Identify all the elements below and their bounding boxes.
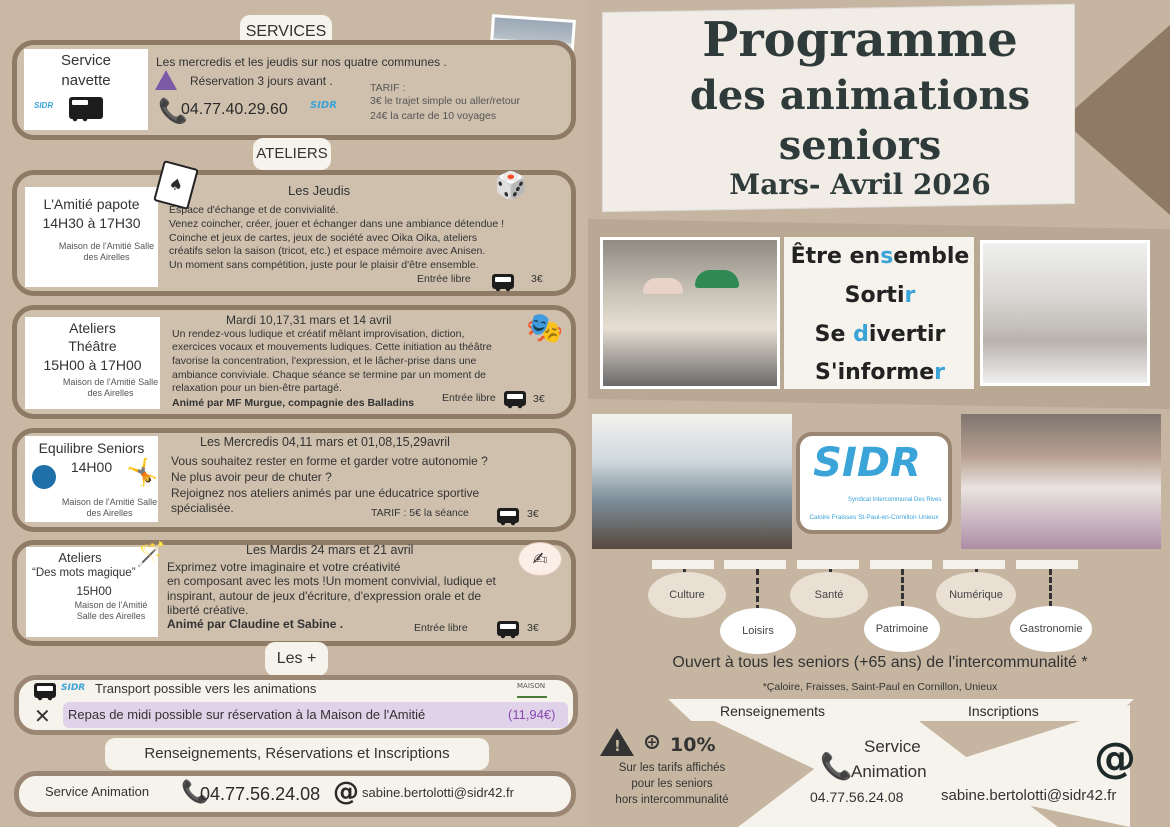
info-email: sabine.bertolotti@sidr42.fr bbox=[941, 787, 1117, 804]
plus-circle-icon: + bbox=[647, 735, 658, 749]
info-note3: hors intercommunalité bbox=[615, 794, 729, 806]
theatre-day: Mardi 10,17,31 mars et 14 avril bbox=[226, 313, 392, 327]
info-renseignements: Renseignements bbox=[720, 703, 826, 719]
theme-sante: Santé bbox=[790, 572, 868, 618]
warning-icon bbox=[155, 70, 177, 90]
amitie-price: 3€ bbox=[531, 273, 543, 285]
ateliers-title: ATELIERS bbox=[253, 138, 331, 170]
sidr-logo-icon: SIDR bbox=[34, 101, 54, 110]
theme-loisirs: Loisirs bbox=[720, 608, 796, 654]
theme-bar bbox=[870, 560, 932, 569]
title-line1: Programme bbox=[702, 12, 1018, 68]
title-date: Mars- Avril 2026 bbox=[729, 168, 991, 201]
tarif-line1: 3€ le trajet simple ou aller/retour bbox=[370, 95, 520, 107]
theme-patrimoine: Patrimoine bbox=[864, 606, 940, 652]
phone-icon: 📞 bbox=[820, 752, 853, 782]
slogan-4 bbox=[782, 360, 978, 385]
mots-entree: Entrée libre bbox=[414, 622, 468, 634]
open-text: Ouvert à tous les seniors (+65 ans) de l'intercommunalité * bbox=[672, 654, 1088, 671]
at-icon: @ bbox=[1094, 733, 1136, 782]
slogan-text: Être en bbox=[790, 244, 881, 269]
slogan-accent: r bbox=[904, 283, 916, 308]
amitie-line1: Espace d'échange et de convivialité. bbox=[169, 204, 339, 216]
theme-bar bbox=[1016, 560, 1078, 569]
cutlery-icon: ✕ bbox=[34, 704, 51, 728]
bus-icon bbox=[492, 274, 514, 289]
navette-label: Service navette bbox=[60, 52, 112, 89]
theatre-name2: Théâtre bbox=[68, 338, 117, 354]
dashed-connector bbox=[1049, 569, 1052, 607]
theme-bar bbox=[652, 560, 714, 569]
cards-icon: ♠ bbox=[153, 160, 199, 210]
theme-gastronomie: Gastronomie bbox=[1010, 606, 1092, 652]
equilibre-hours: 14H00 bbox=[70, 459, 113, 475]
equilibre-name: Equilibre Seniors bbox=[38, 440, 145, 456]
theatre-line3: favorise la concentration, l'expression, et le lâcher-prise dans une bbox=[172, 355, 477, 367]
sidr-logo: SIDR bbox=[813, 440, 921, 486]
services-title: SERVICES bbox=[240, 15, 332, 49]
writing-icon: ✍ bbox=[518, 542, 562, 576]
plus-title: Les + bbox=[265, 642, 328, 676]
plus-repas: Repas de midi possible sur réservation à la Maison de l'Amitié bbox=[68, 707, 426, 722]
theatre-line2: exercices vocaux et mouvements ludiques. Cette initiation au théâtre bbox=[172, 341, 492, 353]
theatre-price: 3€ bbox=[533, 393, 545, 405]
info-service2: Animation bbox=[851, 762, 927, 781]
group-photo bbox=[980, 240, 1150, 386]
info-note2: pour les seniors bbox=[631, 778, 713, 790]
phone-icon: 📞 bbox=[181, 780, 209, 805]
amitie-place: Maison de l'Amitié Salle des Airelles bbox=[58, 241, 155, 262]
info-note1: Sur les tarifs affichés bbox=[618, 762, 726, 774]
mots-line2: en composant avec les mots !Un moment convivial, ludique et bbox=[167, 574, 496, 588]
theatre-line5: relaxation pour un bien-être partagé. bbox=[172, 382, 342, 394]
slogan-accent: s bbox=[880, 244, 894, 269]
theatre-masks-icon: 🎭 bbox=[526, 311, 564, 346]
equilibre-day: Les Mercredis 04,11 mars et 01,08,15,29avril bbox=[200, 435, 450, 449]
plus-transport: Transport possible vers les animations bbox=[95, 681, 317, 696]
slogan-accent: d bbox=[853, 322, 869, 347]
bus-icon bbox=[34, 683, 56, 698]
slogan-text: S'informe bbox=[814, 360, 935, 385]
info-inscriptions: Inscriptions bbox=[968, 703, 1039, 719]
communes-note: *Çaloire, Fraisses, Saint-Paul en Cornillon, Unieux bbox=[762, 681, 998, 693]
amitie-line2: Venez coincher, créer, jouer et échanger dans une ambiance détendue ! bbox=[169, 218, 505, 230]
bus-icon bbox=[497, 508, 519, 523]
slogan-text: Se bbox=[814, 322, 854, 347]
bus-icon bbox=[69, 97, 103, 119]
amitie-entree: Entrée libre bbox=[417, 273, 471, 285]
sidr-logo-icon: SIDR bbox=[61, 683, 86, 693]
dashed-connector bbox=[756, 569, 759, 611]
amitie-card bbox=[25, 187, 158, 287]
mots-name1: Ateliers bbox=[58, 550, 102, 565]
contact-email: sabine.bertolotti@sidr42.fr bbox=[362, 785, 514, 800]
title-line3: seniors bbox=[778, 122, 942, 169]
theatre-line4: ambiance conviviale. Chaque séance se termine par un moment de bbox=[172, 369, 487, 381]
services-text2: Réservation 3 jours avant . bbox=[190, 74, 333, 88]
phone-icon: 📞 bbox=[158, 97, 188, 125]
couple-photo bbox=[600, 237, 780, 389]
mots-animator: Animé par Claudine et Sabine . bbox=[167, 617, 344, 631]
theme-bar bbox=[797, 560, 859, 569]
games-icon: 🎲 bbox=[494, 171, 528, 201]
theatre-entree: Entrée libre bbox=[442, 392, 496, 404]
equilibre-line4: spécialisée. bbox=[171, 501, 234, 515]
equilibre-line1: Vous souhaitez rester en forme et garder votre autonomie ? bbox=[171, 454, 488, 468]
mots-place: Maison de l'Amitié Salle des Airelles bbox=[74, 600, 148, 621]
contact-phone: 04.77.56.24.08 bbox=[200, 784, 321, 804]
magic-icon: 🪄 bbox=[136, 540, 166, 568]
maison-logo-icon: MAISON bbox=[517, 682, 547, 698]
theme-numerique: Numérique bbox=[936, 572, 1016, 618]
equilibre-price: 3€ bbox=[527, 508, 539, 520]
hat-icon bbox=[643, 278, 683, 294]
equilibre-line3: Rejoignez nos ateliers animés par une éducatrice sportive bbox=[171, 486, 480, 500]
mots-line1: Exprimez votre imaginaire et votre créativité bbox=[167, 560, 401, 574]
party-photo bbox=[961, 414, 1161, 549]
theatre-card bbox=[25, 317, 160, 409]
amitie-line4: créatifs selon la saison (tricot, etc.) et espace mémoire avec Anisen. bbox=[169, 245, 486, 257]
slogan-text: emble bbox=[893, 244, 970, 269]
slogan-text: Sorti bbox=[844, 283, 905, 308]
sport-badge-icon bbox=[32, 465, 56, 489]
slogan-text: ivertir bbox=[868, 322, 946, 347]
tarif-title: TARIF : bbox=[370, 82, 406, 94]
info-service1: Service bbox=[864, 737, 921, 756]
dashed-connector bbox=[901, 569, 904, 607]
slogan-3 bbox=[782, 322, 978, 347]
mots-line3: inspirant, autour de jeux d'écriture, d'expression orale et de bbox=[167, 589, 482, 603]
amitie-line3: Coinche et jeux de cartes, jeux de société avec Oika Oika, ateliers bbox=[169, 232, 478, 244]
plus-repas-price: (11,94€) bbox=[508, 707, 556, 722]
sidr-logo-icon: SIDR bbox=[310, 100, 337, 111]
contact-title: Renseignements, Réservations et Inscriptions bbox=[105, 738, 489, 770]
sidr-subtitle: Syndicat Intercommunal Des Rives bbox=[848, 497, 942, 503]
exercise-icon: 🤸 bbox=[126, 458, 159, 488]
theatre-name1: Ateliers bbox=[69, 320, 116, 336]
amitie-line5: Un moment sans compétition, juste pour le plaisir d'être ensemble. bbox=[169, 259, 479, 271]
hat-icon bbox=[695, 270, 739, 288]
slogan-2 bbox=[782, 283, 978, 308]
warning-mark: ! bbox=[614, 737, 621, 755]
navette-card bbox=[24, 49, 148, 130]
amitie-day: Les Jeudis bbox=[288, 183, 351, 198]
sidr-communes: Caloire Fraisses St-Paul-en-Cornillon Unieux bbox=[809, 514, 939, 521]
at-icon: @ bbox=[333, 777, 359, 807]
equilibre-line2: Ne plus avoir peur de chuter ? bbox=[171, 470, 332, 484]
title-line2: des animations bbox=[689, 72, 1031, 119]
theme-bar bbox=[724, 560, 786, 569]
slogan-accent: r bbox=[934, 360, 946, 385]
contact-service: Service Animation bbox=[45, 784, 150, 799]
info-pct: 10% bbox=[670, 734, 716, 756]
mots-hours: 15H00 bbox=[76, 584, 112, 598]
services-text1: Les mercredis et les jeudis sur nos quatre communes . bbox=[156, 55, 447, 69]
mots-price: 3€ bbox=[527, 622, 539, 634]
info-phone: 04.77.56.24.08 bbox=[810, 789, 904, 805]
bus-icon bbox=[504, 391, 526, 406]
tarif-line2: 24€ la carte de 10 voyages bbox=[370, 110, 497, 122]
mots-name2: “Des mots magique” bbox=[32, 567, 136, 579]
theatre-hours: 15H00 à 17H00 bbox=[43, 357, 142, 373]
equilibre-place: Maison de l'Amitié Salle des Airelles bbox=[61, 497, 158, 518]
theatre-place: Maison de l'Amitié Salle des Airelles bbox=[62, 377, 159, 398]
slogan-1 bbox=[782, 244, 978, 269]
theme-bar bbox=[943, 560, 1005, 569]
amitie-name: L'Amitié papote bbox=[43, 196, 140, 212]
bus-icon bbox=[497, 621, 519, 636]
theatre-animator: Animé par MF Murgue, compagnie des Balladins bbox=[172, 397, 415, 409]
theatre-line1: Un rendez-vous ludique et créatif mêlant improvisation, diction, bbox=[172, 328, 465, 340]
theme-culture: Culture bbox=[648, 572, 726, 618]
amitie-hours: 14H30 à 17H30 bbox=[42, 215, 141, 231]
equilibre-tarif: TARIF : 5€ la séance bbox=[371, 507, 469, 519]
mots-day: Les Mardis 24 mars et 21 avril bbox=[246, 543, 414, 557]
services-phone: 04.77.40.29.60 bbox=[181, 101, 288, 118]
activity-photo bbox=[592, 414, 792, 549]
mots-line4: liberté créative. bbox=[167, 603, 249, 617]
